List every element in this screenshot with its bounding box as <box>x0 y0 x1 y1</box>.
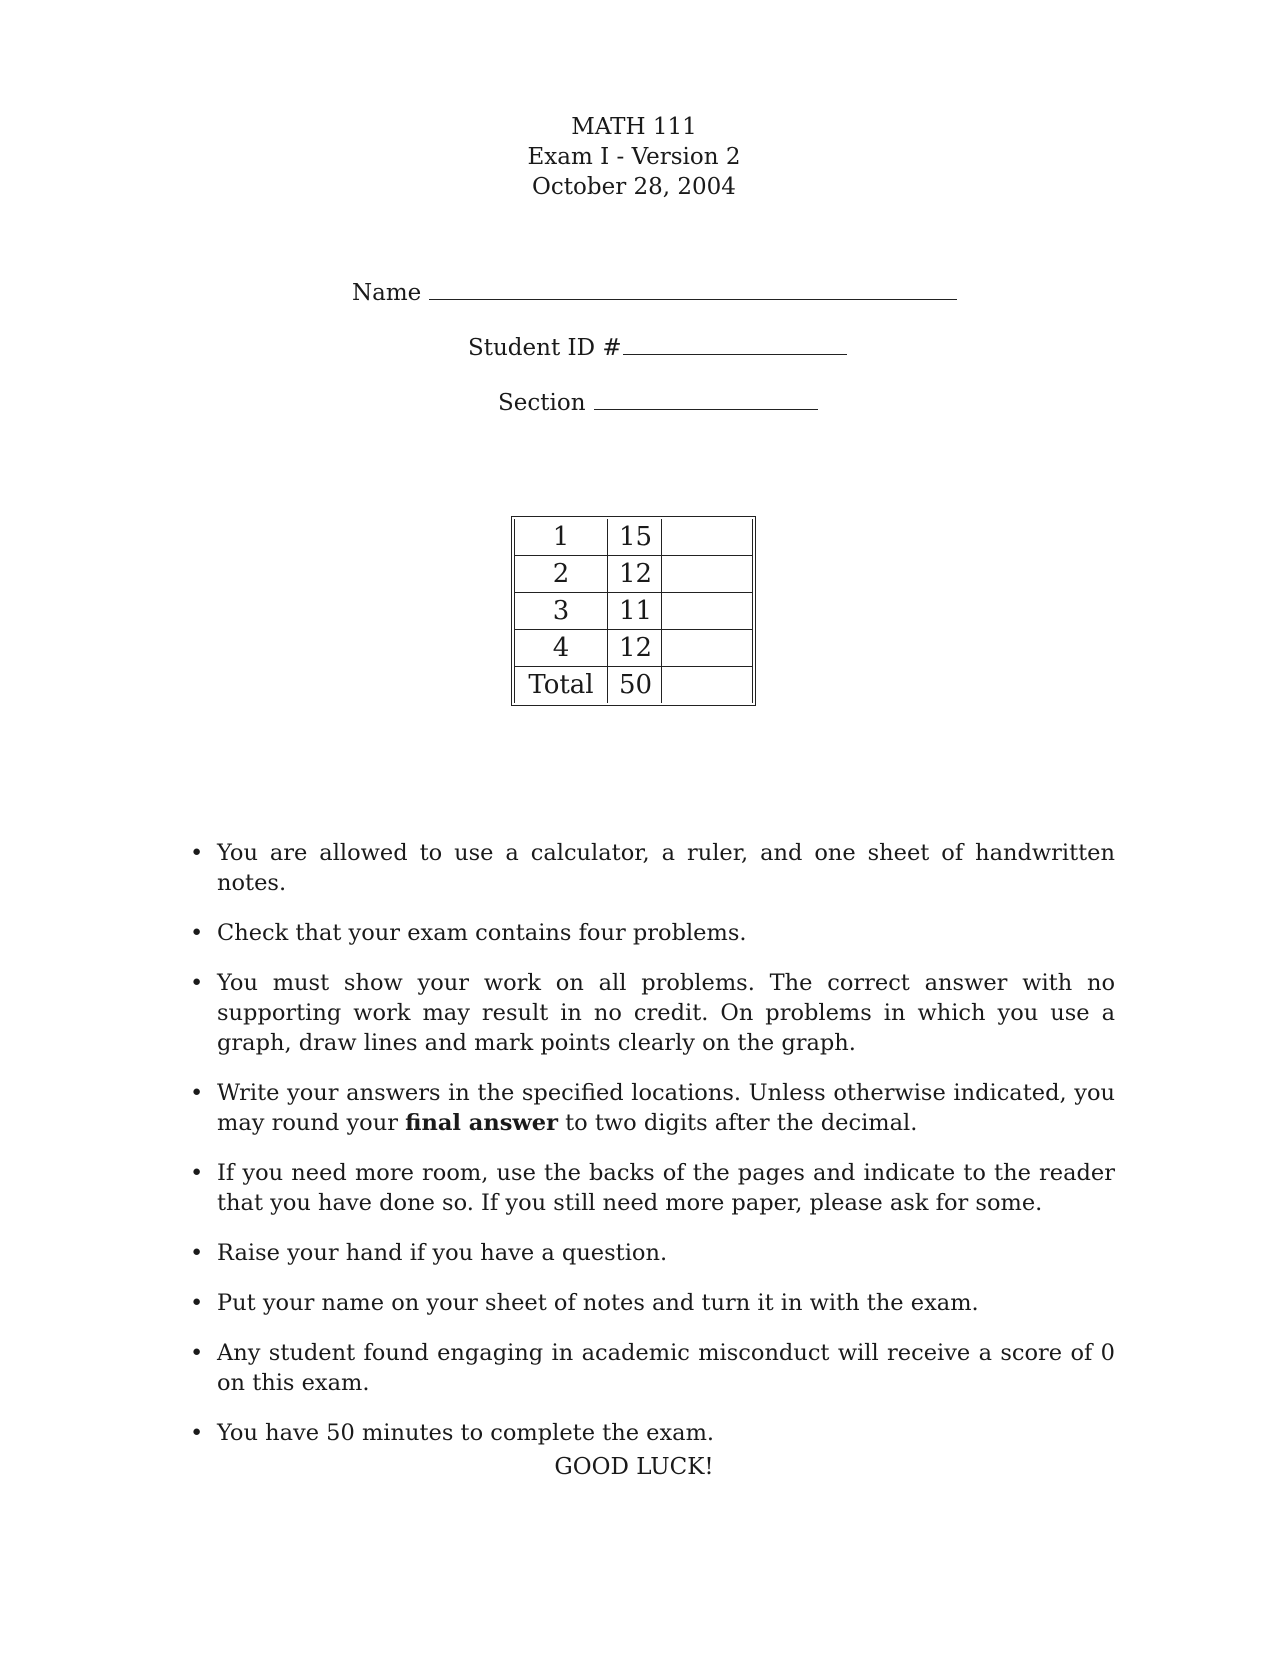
problem-points: 12 <box>608 556 662 593</box>
problem-score-cell[interactable] <box>662 556 753 593</box>
list-item <box>190 1288 1115 1318</box>
instruction-text: You have 50 minutes to complete the exam. <box>217 1420 715 1446</box>
total-score-cell[interactable] <box>662 667 753 704</box>
list-item <box>190 1338 1115 1398</box>
emphasis-final-answer: final answer <box>405 1110 558 1136</box>
table-row <box>515 593 753 630</box>
problem-score-cell[interactable] <box>662 593 753 630</box>
list-item <box>190 1238 1115 1268</box>
problem-number: 3 <box>515 593 608 630</box>
bullet-icon: • <box>190 920 204 946</box>
list-item <box>190 918 1115 948</box>
problem-points: 15 <box>608 519 662 556</box>
instruction-text-part: to two digits after the decimal. <box>557 1110 918 1136</box>
problem-number: 2 <box>515 556 608 593</box>
list-item <box>190 1418 1115 1448</box>
instruction-text: Any student found engaging in academic misconduct will receive a score of 0 on this exam. <box>217 1340 1115 1396</box>
table-row <box>515 630 753 667</box>
student-id-blank-line[interactable] <box>623 336 847 355</box>
score-table-frame <box>511 516 756 706</box>
problem-number: 1 <box>515 519 608 556</box>
list-item <box>190 968 1115 1058</box>
problem-score-cell[interactable] <box>662 519 753 556</box>
student-id-field <box>468 334 847 362</box>
instruction-text: You must show your work on all problems. The correct answer with no supporting work may result in no credit. On problems in which you use a graph, draw lines and mark points clearly on the graph. <box>217 970 1115 1056</box>
name-label: Name <box>352 280 422 306</box>
instruction-text-part: Write your answers in the specified locations. Unless otherwise indicated, you may round your <box>217 1080 1115 1136</box>
total-label: Total <box>515 667 608 704</box>
bullet-icon: • <box>190 1420 204 1446</box>
table-row-total <box>515 667 753 704</box>
bullet-icon: • <box>190 1290 204 1316</box>
bullet-icon: • <box>190 840 204 866</box>
student-id-label: Student ID # <box>468 335 622 361</box>
bullet-icon: • <box>190 1080 204 1106</box>
problem-points: 12 <box>608 630 662 667</box>
total-points: 50 <box>608 667 662 704</box>
instruction-text: If you need more room, use the backs of the pages and indicate to the reader that you have done so. If you still need more paper, please ask for some. <box>217 1160 1115 1216</box>
exam-date: October 28, 2004 <box>532 174 736 200</box>
exam-version: Exam I - Version 2 <box>527 144 741 170</box>
instruction-text: Raise your hand if you have a question. <box>217 1240 668 1266</box>
exam-header <box>0 112 1268 202</box>
instruction-text: You are allowed to use a calculator, a ruler, and one sheet of handwritten notes. <box>217 840 1115 896</box>
problem-number: 4 <box>515 630 608 667</box>
bullet-icon: • <box>190 1340 204 1366</box>
section-field <box>498 389 818 417</box>
closing-message: GOOD LUCK! <box>554 1454 714 1480</box>
score-table <box>514 519 753 703</box>
list-item <box>190 838 1115 898</box>
list-item <box>190 1158 1115 1218</box>
instruction-text: Put your name on your sheet of notes and turn it in with the exam. <box>217 1290 979 1316</box>
name-field <box>352 279 957 307</box>
table-row <box>515 556 753 593</box>
name-blank-line[interactable] <box>429 281 957 300</box>
table-row <box>515 519 753 556</box>
instruction-text: Check that your exam contains four problems. <box>217 920 747 946</box>
section-blank-line[interactable] <box>594 391 818 410</box>
bullet-icon: • <box>190 1240 204 1266</box>
section-label: Section <box>498 390 586 416</box>
instructions-list <box>190 838 1115 1468</box>
course-title: MATH 111 <box>571 114 697 140</box>
list-item <box>190 1078 1115 1138</box>
instruction-text <box>217 1080 1115 1136</box>
bullet-icon: • <box>190 970 204 996</box>
problem-points: 11 <box>608 593 662 630</box>
problem-score-cell[interactable] <box>662 630 753 667</box>
bullet-icon: • <box>190 1160 204 1186</box>
